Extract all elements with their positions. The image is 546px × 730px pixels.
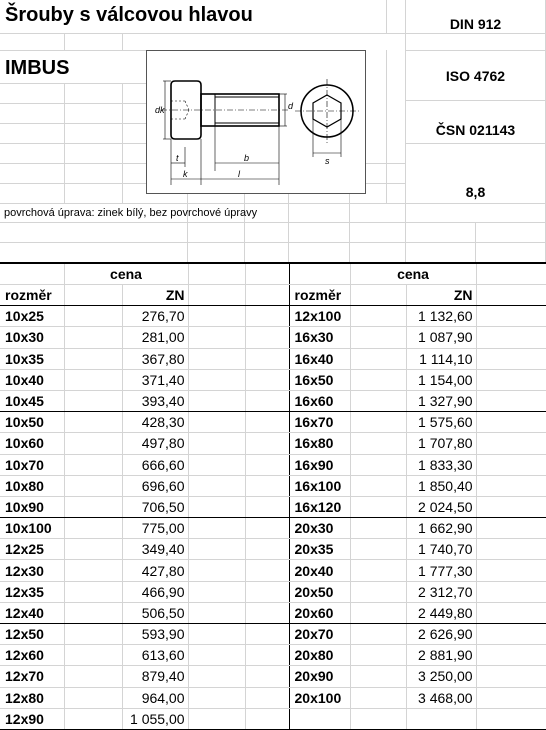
right-size-cell: 16x120	[289, 496, 350, 517]
label-b: b	[244, 153, 250, 163]
empty-cell	[245, 666, 289, 687]
left-currency-header: ZN	[122, 285, 188, 306]
left-price-cell: 775,00	[122, 518, 188, 539]
left-size-cell: 10x50	[0, 412, 64, 433]
empty-cell	[476, 390, 546, 411]
left-size-cell: 12x25	[0, 539, 64, 560]
right-price-cell: 1 662,90	[406, 518, 476, 539]
empty-cell	[476, 327, 546, 348]
empty-cell	[476, 581, 546, 602]
right-size-cell: 16x30	[289, 327, 350, 348]
left-size-cell: 12x70	[0, 666, 64, 687]
empty-cell	[476, 369, 546, 390]
empty-cell	[350, 708, 406, 729]
left-price-cell: 497,80	[122, 433, 188, 454]
empty-cell	[245, 475, 289, 496]
empty-cell	[476, 306, 546, 327]
right-size-cell: 16x40	[289, 348, 350, 369]
left-size-cell: 12x50	[0, 624, 64, 645]
left-price-cell: 666,60	[122, 454, 188, 475]
price-table-body	[0, 263, 546, 729]
empty-cell	[350, 327, 406, 348]
table-row	[0, 475, 546, 496]
empty-cell	[350, 645, 406, 666]
empty-cell	[64, 454, 122, 475]
brand-label: IMBUS	[5, 57, 70, 79]
left-price-cell: 466,90	[122, 581, 188, 602]
empty-cell	[350, 539, 406, 560]
table-row	[0, 666, 546, 687]
right-price-cell: 1 575,60	[406, 412, 476, 433]
right-price-cell: 3 468,00	[406, 687, 476, 708]
empty-cell	[188, 645, 245, 666]
empty-cell	[64, 666, 122, 687]
empty-cell	[350, 348, 406, 369]
screw-drawing-svg	[147, 51, 365, 193]
empty-cell	[64, 518, 122, 539]
empty-cell	[476, 687, 546, 708]
right-size-cell: 16x90	[289, 454, 350, 475]
left-price-cell: 276,70	[122, 306, 188, 327]
empty-cell	[64, 348, 122, 369]
empty-cell	[350, 518, 406, 539]
empty-cell	[476, 475, 546, 496]
empty-cell	[64, 390, 122, 411]
empty-cell	[64, 369, 122, 390]
right-price-cell: 3 250,00	[406, 666, 476, 687]
finish-note: povrchová úprava: zinek bílý, bez povrchové úpravy	[4, 207, 258, 219]
empty-cell	[476, 348, 546, 369]
empty-cell	[476, 412, 546, 433]
empty-cell	[476, 454, 546, 475]
table-row	[0, 518, 546, 539]
right-price-group-header: cena	[350, 263, 476, 285]
right-size-cell: 20x60	[289, 602, 350, 623]
empty-cell	[350, 475, 406, 496]
right-price-cell: 2 024,50	[406, 496, 476, 517]
empty-cell	[64, 475, 122, 496]
label-s: s	[325, 156, 330, 166]
empty-cell	[350, 496, 406, 517]
right-price-cell: 1 777,30	[406, 560, 476, 581]
right-size-cell: 20x90	[289, 666, 350, 687]
table-header-row-2	[0, 285, 546, 306]
empty-cell	[245, 496, 289, 517]
left-size-cell: 10x60	[0, 433, 64, 454]
left-size-cell: 10x35	[0, 348, 64, 369]
left-size-cell: 12x60	[0, 645, 64, 666]
empty-cell	[64, 496, 122, 517]
table-row	[0, 539, 546, 560]
empty-cell	[188, 327, 245, 348]
empty-cell	[245, 560, 289, 581]
left-size-cell: 12x30	[0, 560, 64, 581]
label-l: l	[238, 169, 240, 179]
empty-cell	[350, 433, 406, 454]
left-size-cell: 10x30	[0, 327, 64, 348]
empty-cell	[64, 539, 122, 560]
right-size-cell: 16x70	[289, 412, 350, 433]
empty-cell	[350, 369, 406, 390]
empty-cell	[245, 348, 289, 369]
label-t: t	[176, 153, 179, 163]
empty-cell	[245, 369, 289, 390]
right-size-cell: 20x70	[289, 624, 350, 645]
right-price-cell: 2 881,90	[406, 645, 476, 666]
empty-cell	[350, 390, 406, 411]
empty-cell	[350, 306, 406, 327]
table-row	[0, 433, 546, 454]
left-price-cell: 879,40	[122, 666, 188, 687]
table-row	[0, 327, 546, 348]
empty-cell	[350, 560, 406, 581]
left-size-cell: 10x70	[0, 454, 64, 475]
left-price-cell: 696,60	[122, 475, 188, 496]
empty-cell	[64, 687, 122, 708]
table-row	[0, 708, 546, 729]
left-price-cell: 349,40	[122, 539, 188, 560]
right-currency-header: ZN	[406, 285, 476, 306]
empty-cell	[476, 496, 546, 517]
right-size-cell: 16x50	[289, 369, 350, 390]
empty-cell	[64, 624, 122, 645]
empty-cell	[245, 602, 289, 623]
left-price-cell: 428,30	[122, 412, 188, 433]
page-title: Šrouby s válcovou hlavou	[5, 4, 253, 26]
table-row	[0, 390, 546, 411]
empty-cell	[245, 687, 289, 708]
empty-cell	[188, 496, 245, 517]
empty-cell	[476, 624, 546, 645]
right-size-cell: 16x80	[289, 433, 350, 454]
empty-cell	[245, 539, 289, 560]
empty-cell	[245, 327, 289, 348]
left-price-group-header: cena	[64, 263, 188, 285]
empty-cell	[64, 433, 122, 454]
empty-cell	[188, 602, 245, 623]
strength-class: 8,8	[465, 184, 486, 200]
left-size-header: rozměr	[0, 285, 64, 306]
empty-cell	[188, 560, 245, 581]
right-price-cell	[406, 708, 476, 729]
standard-csn: ČSN 021143	[435, 122, 516, 138]
standard-din: DIN 912	[449, 16, 502, 32]
right-price-cell: 1 132,60	[406, 306, 476, 327]
left-price-cell: 1 055,00	[122, 708, 188, 729]
left-price-cell: 281,00	[122, 327, 188, 348]
table-row	[0, 496, 546, 517]
right-size-cell: 16x60	[289, 390, 350, 411]
empty-cell	[188, 708, 245, 729]
empty-cell	[188, 348, 245, 369]
left-size-cell: 10x90	[0, 496, 64, 517]
empty-cell	[350, 412, 406, 433]
right-size-cell: 20x100	[289, 687, 350, 708]
left-price-cell: 706,50	[122, 496, 188, 517]
empty-cell	[188, 390, 245, 411]
left-price-cell: 371,40	[122, 369, 188, 390]
right-price-cell: 1 327,90	[406, 390, 476, 411]
right-size-cell: 20x35	[289, 539, 350, 560]
empty-cell	[476, 518, 546, 539]
empty-cell	[188, 454, 245, 475]
empty-cell	[245, 390, 289, 411]
empty-cell	[476, 666, 546, 687]
empty-cell	[64, 327, 122, 348]
empty-cell	[245, 645, 289, 666]
empty-cell	[350, 687, 406, 708]
empty-cell	[188, 624, 245, 645]
right-price-cell: 1 740,70	[406, 539, 476, 560]
empty-cell	[188, 581, 245, 602]
empty-cell	[476, 539, 546, 560]
table-row	[0, 348, 546, 369]
table-row	[0, 454, 546, 475]
screw-drawing	[146, 50, 366, 194]
empty-cell	[188, 306, 245, 327]
empty-cell	[350, 666, 406, 687]
empty-cell	[350, 454, 406, 475]
table-row	[0, 602, 546, 623]
left-price-cell: 427,80	[122, 560, 188, 581]
left-price-cell: 593,90	[122, 624, 188, 645]
left-price-cell: 367,80	[122, 348, 188, 369]
empty-cell	[188, 687, 245, 708]
empty-cell	[188, 539, 245, 560]
empty-cell	[245, 454, 289, 475]
left-size-cell: 12x35	[0, 581, 64, 602]
empty-cell	[245, 708, 289, 729]
standard-iso: ISO 4762	[445, 68, 506, 84]
empty-cell	[188, 475, 245, 496]
left-size-cell: 10x40	[0, 369, 64, 390]
empty-cell	[188, 518, 245, 539]
right-size-cell	[289, 708, 350, 729]
empty-cell	[476, 433, 546, 454]
left-price-cell: 964,00	[122, 687, 188, 708]
right-size-cell: 20x30	[289, 518, 350, 539]
empty-cell	[64, 560, 122, 581]
empty-cell	[350, 581, 406, 602]
left-size-cell: 10x80	[0, 475, 64, 496]
empty-cell	[64, 602, 122, 623]
right-size-cell: 16x100	[289, 475, 350, 496]
left-size-cell: 10x45	[0, 390, 64, 411]
empty-cell	[476, 602, 546, 623]
empty-cell	[245, 433, 289, 454]
right-size-cell: 20x50	[289, 581, 350, 602]
label-d: d	[288, 101, 294, 111]
empty-cell	[476, 560, 546, 581]
right-price-cell: 2 312,70	[406, 581, 476, 602]
right-price-cell: 2 449,80	[406, 602, 476, 623]
left-size-cell: 10x100	[0, 518, 64, 539]
table-row	[0, 560, 546, 581]
empty-cell	[476, 645, 546, 666]
empty-cell	[245, 306, 289, 327]
empty-cell	[188, 412, 245, 433]
right-price-cell: 1 850,40	[406, 475, 476, 496]
empty-cell	[64, 412, 122, 433]
table-row	[0, 412, 546, 433]
price-table	[0, 262, 546, 730]
table-row	[0, 581, 546, 602]
table-row	[0, 306, 546, 327]
empty-cell	[188, 666, 245, 687]
left-size-cell: 10x25	[0, 306, 64, 327]
empty-cell	[350, 602, 406, 623]
right-price-cell: 1 833,30	[406, 454, 476, 475]
empty-cell	[188, 433, 245, 454]
label-k: k	[183, 169, 188, 179]
empty-cell	[64, 708, 122, 729]
left-size-cell: 12x40	[0, 602, 64, 623]
left-size-cell: 12x80	[0, 687, 64, 708]
empty-cell	[64, 645, 122, 666]
table-row	[0, 369, 546, 390]
left-price-cell: 613,60	[122, 645, 188, 666]
empty-cell	[64, 306, 122, 327]
right-size-header: rozměr	[289, 285, 350, 306]
empty-cell	[64, 581, 122, 602]
empty-cell	[245, 412, 289, 433]
sheet-header	[0, 0, 546, 262]
right-size-cell: 20x40	[289, 560, 350, 581]
label-dk: dk	[155, 105, 165, 115]
table-row	[0, 624, 546, 645]
table-header-row-1	[0, 263, 546, 285]
empty-cell	[188, 369, 245, 390]
table-row	[0, 687, 546, 708]
empty-cell	[245, 581, 289, 602]
right-price-cell: 1 154,00	[406, 369, 476, 390]
left-size-cell: 12x90	[0, 708, 64, 729]
table-row	[0, 645, 546, 666]
empty-cell	[245, 624, 289, 645]
right-size-cell: 12x100	[289, 306, 350, 327]
right-price-cell: 2 626,90	[406, 624, 476, 645]
left-price-cell: 393,40	[122, 390, 188, 411]
empty-cell	[476, 708, 546, 729]
right-size-cell: 20x80	[289, 645, 350, 666]
right-price-cell: 1 114,10	[406, 348, 476, 369]
empty-cell	[245, 518, 289, 539]
left-price-cell: 506,50	[122, 602, 188, 623]
empty-cell	[350, 624, 406, 645]
right-price-cell: 1 087,90	[406, 327, 476, 348]
right-price-cell: 1 707,80	[406, 433, 476, 454]
